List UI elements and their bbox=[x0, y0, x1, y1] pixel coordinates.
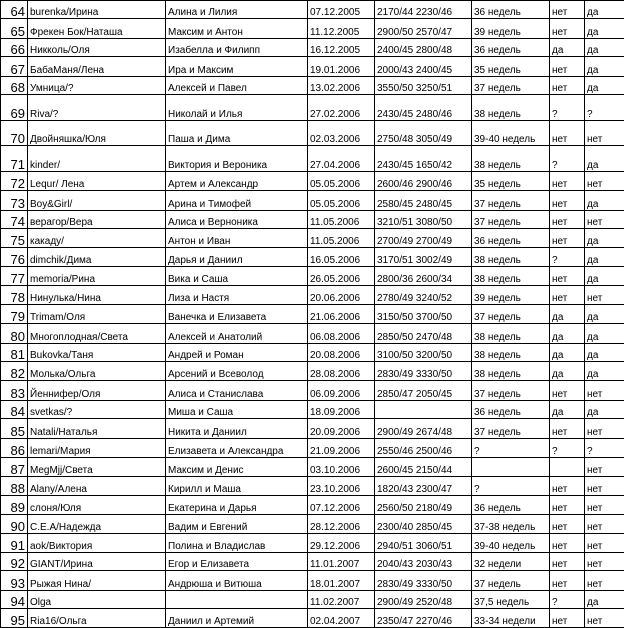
children-names-cell[interactable]: Полина и Владислав bbox=[166, 533, 308, 552]
table-row bbox=[1, 304, 624, 323]
table-row bbox=[1, 343, 624, 361]
weight-height-cell[interactable]: 2300/40 2850/45 bbox=[375, 515, 472, 533]
gestation-cell[interactable]: 38 недель bbox=[472, 324, 550, 343]
children-names-cell[interactable]: Лиза и Настя bbox=[166, 286, 308, 304]
weight-height-cell[interactable]: 2430/45 1650/42 bbox=[375, 146, 472, 172]
table-row bbox=[1, 515, 624, 533]
children-names-cell[interactable]: Миша и Саша bbox=[166, 400, 308, 418]
nickname-cell[interactable]: Никколь/Оля bbox=[28, 38, 166, 56]
gestation-cell[interactable]: 35 недель bbox=[472, 57, 550, 76]
flag-cell-a[interactable]: нет bbox=[550, 76, 585, 94]
flag-cell-a[interactable]: нет bbox=[550, 210, 585, 228]
flag-cell-a[interactable]: нет bbox=[550, 229, 585, 248]
table-row bbox=[1, 191, 624, 210]
table-row bbox=[1, 553, 624, 571]
row-number[interactable]: 93 bbox=[1, 571, 28, 590]
gestation-cell[interactable]: 39-40 недель bbox=[472, 120, 550, 146]
nickname-cell[interactable]: memoria/Рина bbox=[28, 266, 166, 285]
flag-cell-a[interactable]: нет bbox=[550, 191, 585, 210]
nickname-cell[interactable]: burenka/Ирина bbox=[28, 1, 166, 19]
row-number[interactable]: 71 bbox=[1, 146, 28, 172]
weight-height-cell[interactable]: 2600/46 2900/46 bbox=[375, 171, 472, 190]
row-number[interactable]: 92 bbox=[1, 553, 28, 571]
row-number[interactable]: 78 bbox=[1, 286, 28, 304]
weight-height-cell[interactable]: 2550/46 2500/46 bbox=[375, 438, 472, 457]
flag-cell-b[interactable]: да bbox=[585, 248, 624, 266]
weight-height-cell[interactable]: 3100/50 3200/50 bbox=[375, 343, 472, 361]
flag-cell-a[interactable]: да bbox=[550, 400, 585, 418]
nickname-cell[interactable]: Многоплодная/Света bbox=[28, 324, 166, 343]
flag-cell-a[interactable] bbox=[550, 458, 585, 477]
row-number[interactable]: 66 bbox=[1, 38, 28, 56]
table-row bbox=[1, 248, 624, 266]
birth-date-cell[interactable]: 18.09.2006 bbox=[308, 400, 375, 418]
gestation-cell[interactable]: 39-40 недель bbox=[472, 533, 550, 552]
nickname-cell[interactable]: aok/Виктория bbox=[28, 533, 166, 552]
birth-date-cell[interactable]: 20.06.2006 bbox=[308, 286, 375, 304]
flag-cell-b[interactable]: ? bbox=[585, 438, 624, 457]
gestation-cell[interactable]: 33-34 недели bbox=[472, 609, 550, 628]
nickname-cell[interactable]: Ria16/Ольга bbox=[28, 609, 166, 628]
row-number[interactable]: 81 bbox=[1, 343, 28, 361]
flag-cell-b[interactable]: нет bbox=[585, 571, 624, 590]
children-names-cell[interactable]: Алексей и Павел bbox=[166, 76, 308, 94]
gestation-cell[interactable]: ? bbox=[472, 438, 550, 457]
weight-height-cell[interactable]: 2750/48 3050/49 bbox=[375, 120, 472, 146]
birth-date-cell[interactable]: 11.02.2007 bbox=[308, 590, 375, 608]
children-names-cell[interactable]: Ванечка и Елизавета bbox=[166, 304, 308, 323]
nickname-cell[interactable]: какаду/ bbox=[28, 229, 166, 248]
nickname-cell[interactable]: Boy&Girl/ bbox=[28, 191, 166, 210]
nickname-cell[interactable]: С.Е.А/Надежда bbox=[28, 515, 166, 533]
table-row bbox=[1, 400, 624, 418]
flag-cell-b[interactable]: да bbox=[585, 76, 624, 94]
gestation-cell[interactable]: 38 недель bbox=[472, 95, 550, 121]
birth-date-cell[interactable]: 20.09.2006 bbox=[308, 419, 375, 438]
flag-cell-b[interactable]: ? bbox=[585, 95, 624, 121]
table-row bbox=[1, 171, 624, 190]
children-names-cell[interactable] bbox=[166, 590, 308, 608]
flag-cell-b[interactable]: да bbox=[585, 38, 624, 56]
birth-date-cell[interactable]: 07.12.2005 bbox=[308, 1, 375, 19]
table-row bbox=[1, 286, 624, 304]
birth-date-cell[interactable]: 13.02.2006 bbox=[308, 76, 375, 94]
gestation-cell[interactable]: 38 недель bbox=[472, 146, 550, 172]
weight-height-cell[interactable]: 3210/51 3080/50 bbox=[375, 210, 472, 228]
flag-cell-b[interactable]: нет bbox=[585, 533, 624, 552]
gestation-cell[interactable]: 39 недель bbox=[472, 19, 550, 38]
children-names-cell[interactable]: Изабелла и Филипп bbox=[166, 38, 308, 56]
gestation-cell[interactable]: 37 недель bbox=[472, 304, 550, 323]
nickname-cell[interactable]: Рыжая Нина/ bbox=[28, 571, 166, 590]
children-names-cell[interactable]: Николай и Илья bbox=[166, 95, 308, 121]
nickname-cell[interactable]: верагор/Вера bbox=[28, 210, 166, 228]
weight-height-cell[interactable]: 3150/50 3700/50 bbox=[375, 304, 472, 323]
row-number[interactable]: 80 bbox=[1, 324, 28, 343]
table-row bbox=[1, 120, 624, 146]
nickname-cell[interactable]: Lequr/ Лена bbox=[28, 171, 166, 190]
birth-date-cell[interactable]: 21.06.2006 bbox=[308, 304, 375, 323]
flag-cell-a[interactable]: нет bbox=[550, 1, 585, 19]
table-row bbox=[1, 438, 624, 457]
flag-cell-b[interactable]: да bbox=[585, 229, 624, 248]
table-row bbox=[1, 495, 624, 514]
flag-cell-a[interactable]: нет bbox=[550, 515, 585, 533]
birth-date-cell[interactable]: 27.02.2006 bbox=[308, 95, 375, 121]
flag-cell-b[interactable]: да bbox=[585, 343, 624, 361]
flag-cell-a[interactable]: нет bbox=[550, 609, 585, 628]
row-number[interactable]: 75 bbox=[1, 229, 28, 248]
flag-cell-b[interactable]: нет bbox=[585, 171, 624, 190]
weight-height-cell[interactable]: 2900/49 2520/48 bbox=[375, 590, 472, 608]
table-row bbox=[1, 533, 624, 552]
gestation-cell[interactable]: 32 недели bbox=[472, 553, 550, 571]
birth-date-cell[interactable]: 28.12.2006 bbox=[308, 515, 375, 533]
flag-cell-a[interactable]: нет bbox=[550, 419, 585, 438]
birth-date-cell[interactable]: 21.09.2006 bbox=[308, 438, 375, 457]
flag-cell-a[interactable]: ? bbox=[550, 590, 585, 608]
table-row bbox=[1, 146, 624, 172]
table-row bbox=[1, 361, 624, 380]
flag-cell-a[interactable]: нет bbox=[550, 120, 585, 146]
row-number[interactable]: 64 bbox=[1, 1, 28, 19]
gestation-cell[interactable]: 37-38 недель bbox=[472, 515, 550, 533]
flag-cell-a[interactable]: ? bbox=[550, 248, 585, 266]
weight-height-cell[interactable]: 2940/51 3060/51 bbox=[375, 533, 472, 552]
children-names-cell[interactable]: Кирилл и Маша bbox=[166, 477, 308, 495]
flag-cell-b[interactable]: да bbox=[585, 146, 624, 172]
nickname-cell[interactable]: svetkas/? bbox=[28, 400, 166, 418]
children-names-cell[interactable]: Арсений и Всеволод bbox=[166, 361, 308, 380]
birth-date-cell[interactable]: 06.08.2006 bbox=[308, 324, 375, 343]
children-names-cell[interactable]: Алина и Лилия bbox=[166, 1, 308, 19]
gestation-cell[interactable]: 36 недель bbox=[472, 400, 550, 418]
flag-cell-a[interactable]: нет bbox=[550, 533, 585, 552]
flag-cell-a[interactable]: да bbox=[550, 324, 585, 343]
weight-height-cell[interactable]: 2800/36 2600/34 bbox=[375, 266, 472, 285]
flag-cell-b[interactable]: нет bbox=[585, 286, 624, 304]
nickname-cell[interactable]: Двойняшка/Юля bbox=[28, 120, 166, 146]
weight-height-cell[interactable]: 2700/49 2700/49 bbox=[375, 229, 472, 248]
birth-date-cell[interactable]: 26.05.2006 bbox=[308, 266, 375, 285]
weight-height-cell[interactable]: 2350/47 2270/46 bbox=[375, 609, 472, 628]
row-number[interactable]: 94 bbox=[1, 590, 28, 608]
gestation-cell[interactable]: 36 недель bbox=[472, 38, 550, 56]
gestation-cell[interactable]: 36 недель bbox=[472, 229, 550, 248]
weight-height-cell[interactable]: 2040/43 2030/43 bbox=[375, 553, 472, 571]
flag-cell-b[interactable]: нет bbox=[585, 477, 624, 495]
weight-height-cell[interactable]: 1820/43 2300/47 bbox=[375, 477, 472, 495]
row-number[interactable]: 70 bbox=[1, 120, 28, 146]
gestation-cell[interactable]: 38 недель bbox=[472, 248, 550, 266]
flag-cell-a[interactable]: нет bbox=[550, 19, 585, 38]
children-names-cell[interactable]: Максим и Денис bbox=[166, 458, 308, 477]
children-names-cell[interactable]: Паша и Дима bbox=[166, 120, 308, 146]
row-number[interactable]: 77 bbox=[1, 266, 28, 285]
flag-cell-b[interactable]: да bbox=[585, 304, 624, 323]
children-names-cell[interactable]: Даниил и Артемий bbox=[166, 609, 308, 628]
flag-cell-b[interactable]: да bbox=[585, 361, 624, 380]
flag-cell-b[interactable]: да bbox=[585, 590, 624, 608]
birth-date-cell[interactable]: 27.04.2006 bbox=[308, 146, 375, 172]
flag-cell-a[interactable]: ? bbox=[550, 146, 585, 172]
flag-cell-a[interactable]: нет bbox=[550, 381, 585, 400]
gestation-cell[interactable]: 37 недель bbox=[472, 76, 550, 94]
nickname-cell[interactable]: MegMjj/Света bbox=[28, 458, 166, 477]
row-number[interactable]: 86 bbox=[1, 438, 28, 457]
weight-height-cell[interactable]: 2830/49 3330/50 bbox=[375, 361, 472, 380]
nickname-cell[interactable]: Riva/? bbox=[28, 95, 166, 121]
table-row bbox=[1, 210, 624, 228]
birth-date-cell[interactable]: 16.12.2005 bbox=[308, 38, 375, 56]
table-row bbox=[1, 381, 624, 400]
row-number[interactable]: 88 bbox=[1, 477, 28, 495]
nickname-cell[interactable]: kinder/ bbox=[28, 146, 166, 172]
birth-date-cell[interactable]: 20.08.2006 bbox=[308, 343, 375, 361]
weight-height-cell[interactable]: 2780/49 3240/52 bbox=[375, 286, 472, 304]
row-number[interactable]: 95 bbox=[1, 609, 28, 628]
birth-date-cell[interactable]: 02.04.2007 bbox=[308, 609, 375, 628]
flag-cell-a[interactable]: да bbox=[550, 304, 585, 323]
table-row bbox=[1, 609, 624, 628]
birth-date-cell[interactable]: 18.01.2007 bbox=[308, 571, 375, 590]
children-names-cell[interactable]: Алиса и Верноника bbox=[166, 210, 308, 228]
weight-height-cell[interactable]: 2830/49 3330/50 bbox=[375, 571, 472, 590]
birth-date-cell[interactable]: 06.09.2006 bbox=[308, 381, 375, 400]
table-row bbox=[1, 57, 624, 76]
table-row bbox=[1, 419, 624, 438]
weight-height-cell[interactable]: 2400/45 2800/48 bbox=[375, 38, 472, 56]
row-number[interactable]: 72 bbox=[1, 171, 28, 190]
row-number[interactable]: 91 bbox=[1, 533, 28, 552]
row-number[interactable]: 68 bbox=[1, 76, 28, 94]
children-names-cell[interactable]: Елизавета и Александра bbox=[166, 438, 308, 457]
gestation-cell[interactable]: 37 недель bbox=[472, 419, 550, 438]
weight-height-cell[interactable]: 2580/45 2480/45 bbox=[375, 191, 472, 210]
birth-date-cell[interactable]: 11.12.2005 bbox=[308, 19, 375, 38]
gestation-cell[interactable] bbox=[472, 458, 550, 477]
birth-date-cell[interactable]: 23.10.2006 bbox=[308, 477, 375, 495]
row-number[interactable]: 85 bbox=[1, 419, 28, 438]
row-number[interactable]: 69 bbox=[1, 95, 28, 121]
children-names-cell[interactable]: Екатерина и Дарья bbox=[166, 495, 308, 514]
children-names-cell[interactable]: Андрюша и Витюша bbox=[166, 571, 308, 590]
birth-date-cell[interactable]: 05.05.2006 bbox=[308, 191, 375, 210]
table-row bbox=[1, 1, 624, 19]
children-names-cell[interactable]: Егор и Елизавета bbox=[166, 553, 308, 571]
children-names-cell[interactable]: Арина и Тимофей bbox=[166, 191, 308, 210]
flag-cell-a[interactable]: нет bbox=[550, 171, 585, 190]
flag-cell-b[interactable]: да bbox=[585, 57, 624, 76]
weight-height-cell[interactable] bbox=[375, 400, 472, 418]
children-names-cell[interactable]: Вадим и Евгений bbox=[166, 515, 308, 533]
flag-cell-b[interactable]: нет bbox=[585, 210, 624, 228]
children-names-cell[interactable]: Артем и Александр bbox=[166, 171, 308, 190]
birth-date-cell[interactable]: 03.10.2006 bbox=[308, 458, 375, 477]
flag-cell-b[interactable]: нет bbox=[585, 120, 624, 146]
nickname-cell[interactable]: БабаМаня/Лена bbox=[28, 57, 166, 76]
nickname-cell[interactable]: слоня/Юля bbox=[28, 495, 166, 514]
children-names-cell[interactable]: Андрей и Роман bbox=[166, 343, 308, 361]
nickname-cell[interactable]: Trimam/Оля bbox=[28, 304, 166, 323]
children-names-cell[interactable]: Алексей и Анатолий bbox=[166, 324, 308, 343]
weight-height-cell[interactable]: 2170/44 2230/46 bbox=[375, 1, 472, 19]
flag-cell-a[interactable]: ? bbox=[550, 95, 585, 121]
flag-cell-b[interactable]: нет bbox=[585, 419, 624, 438]
flag-cell-b[interactable]: да bbox=[585, 191, 624, 210]
gestation-cell[interactable]: 37 недель bbox=[472, 381, 550, 400]
table-row bbox=[1, 19, 624, 38]
gestation-cell[interactable]: 36 недель bbox=[472, 1, 550, 19]
flag-cell-a[interactable]: нет bbox=[550, 495, 585, 514]
nickname-cell[interactable]: Olga bbox=[28, 590, 166, 608]
children-names-cell[interactable]: Антон и Иван bbox=[166, 229, 308, 248]
nickname-cell[interactable]: Natali/Наталья bbox=[28, 419, 166, 438]
children-names-cell[interactable]: Вика и Саша bbox=[166, 266, 308, 285]
birth-date-cell[interactable]: 11.01.2007 bbox=[308, 553, 375, 571]
flag-cell-a[interactable]: нет bbox=[550, 57, 585, 76]
flag-cell-a[interactable]: нет bbox=[550, 286, 585, 304]
flag-cell-a[interactable]: да bbox=[550, 38, 585, 56]
birth-date-cell[interactable]: 07.12.2006 bbox=[308, 495, 375, 514]
birth-date-cell[interactable]: 02.03.2006 bbox=[308, 120, 375, 146]
nickname-cell[interactable]: GIANT/Ирина bbox=[28, 553, 166, 571]
table-body bbox=[1, 1, 624, 628]
flag-cell-a[interactable]: нет bbox=[550, 266, 585, 285]
row-number[interactable]: 74 bbox=[1, 210, 28, 228]
row-number[interactable]: 65 bbox=[1, 19, 28, 38]
row-number[interactable]: 82 bbox=[1, 361, 28, 380]
nickname-cell[interactable]: dimchik/Дима bbox=[28, 248, 166, 266]
flag-cell-a[interactable]: да bbox=[550, 343, 585, 361]
row-number[interactable]: 87 bbox=[1, 458, 28, 477]
children-names-cell[interactable]: Ира и Максим bbox=[166, 57, 308, 76]
flag-cell-a[interactable]: нет bbox=[550, 553, 585, 571]
nickname-cell[interactable]: Йеннифер/Оля bbox=[28, 381, 166, 400]
flag-cell-a[interactable]: нет bbox=[550, 477, 585, 495]
nickname-cell[interactable]: Нинулька/Нина bbox=[28, 286, 166, 304]
gestation-cell[interactable]: 38 недель bbox=[472, 343, 550, 361]
table-row bbox=[1, 76, 624, 94]
table-row bbox=[1, 571, 624, 590]
row-number[interactable]: 76 bbox=[1, 248, 28, 266]
flag-cell-a[interactable]: ? bbox=[550, 438, 585, 457]
flag-cell-b[interactable]: нет bbox=[585, 553, 624, 571]
weight-height-cell[interactable]: 2850/50 2470/48 bbox=[375, 324, 472, 343]
weight-height-cell[interactable]: 2560/50 2180/49 bbox=[375, 495, 472, 514]
gestation-cell[interactable]: 37 недель bbox=[472, 571, 550, 590]
table-row bbox=[1, 266, 624, 285]
flag-cell-b[interactable]: нет bbox=[585, 458, 624, 477]
row-number[interactable]: 79 bbox=[1, 304, 28, 323]
gestation-cell[interactable]: 37,5 недель bbox=[472, 590, 550, 608]
nickname-cell[interactable]: Alany/Алена bbox=[28, 477, 166, 495]
birth-date-cell[interactable]: 19.01.2006 bbox=[308, 57, 375, 76]
birth-date-cell[interactable]: 05.05.2006 bbox=[308, 171, 375, 190]
table-row bbox=[1, 590, 624, 608]
row-number[interactable]: 73 bbox=[1, 191, 28, 210]
children-names-cell[interactable]: Максим и Антон bbox=[166, 19, 308, 38]
table-row bbox=[1, 458, 624, 477]
gestation-cell[interactable]: 37 недель bbox=[472, 191, 550, 210]
nickname-cell[interactable]: lemari/Мария bbox=[28, 438, 166, 457]
weight-height-cell[interactable]: 3550/50 3250/51 bbox=[375, 76, 472, 94]
flag-cell-a[interactable]: нет bbox=[550, 571, 585, 590]
flag-cell-a[interactable]: да bbox=[550, 361, 585, 380]
birth-date-cell[interactable]: 16.05.2006 bbox=[308, 248, 375, 266]
row-number[interactable]: 84 bbox=[1, 400, 28, 418]
birth-date-cell[interactable]: 11.05.2006 bbox=[308, 229, 375, 248]
row-number[interactable]: 90 bbox=[1, 515, 28, 533]
children-names-cell[interactable]: Виктория и Вероника bbox=[166, 146, 308, 172]
row-number[interactable]: 83 bbox=[1, 381, 28, 400]
children-names-cell[interactable]: Никита и Даниил bbox=[166, 419, 308, 438]
table-row bbox=[1, 38, 624, 56]
children-names-cell[interactable]: Дарья и Даниил bbox=[166, 248, 308, 266]
row-number[interactable]: 67 bbox=[1, 57, 28, 76]
table-row bbox=[1, 95, 624, 121]
nickname-cell[interactable]: Умница/? bbox=[28, 76, 166, 94]
flag-cell-b[interactable]: да bbox=[585, 400, 624, 418]
flag-cell-b[interactable]: нет bbox=[585, 495, 624, 514]
flag-cell-b[interactable]: да bbox=[585, 266, 624, 285]
flag-cell-b[interactable]: да bbox=[585, 19, 624, 38]
birth-date-cell[interactable]: 11.05.2006 bbox=[308, 210, 375, 228]
flag-cell-b[interactable]: нет bbox=[585, 609, 624, 628]
nickname-cell[interactable]: Молька/Ольга bbox=[28, 361, 166, 380]
gestation-cell[interactable]: ? bbox=[472, 477, 550, 495]
weight-height-cell[interactable]: 3170/51 3002/49 bbox=[375, 248, 472, 266]
flag-cell-b[interactable]: да bbox=[585, 1, 624, 19]
row-number[interactable]: 89 bbox=[1, 495, 28, 514]
weight-height-cell[interactable]: 2600/45 2150/44 bbox=[375, 458, 472, 477]
flag-cell-b[interactable]: нет bbox=[585, 381, 624, 400]
children-names-cell[interactable]: Алиса и Станислава bbox=[166, 381, 308, 400]
birth-date-cell[interactable]: 29.12.2006 bbox=[308, 533, 375, 552]
gestation-cell[interactable]: 38 недель bbox=[472, 361, 550, 380]
flag-cell-b[interactable]: да bbox=[585, 324, 624, 343]
flag-cell-b[interactable]: нет bbox=[585, 515, 624, 533]
gestation-cell[interactable]: 38 недель bbox=[472, 266, 550, 285]
table-row bbox=[1, 477, 624, 495]
gestation-cell[interactable]: 39 недель bbox=[472, 286, 550, 304]
table-row bbox=[1, 324, 624, 343]
weight-height-cell[interactable]: 2900/49 2674/48 bbox=[375, 419, 472, 438]
table-row bbox=[1, 229, 624, 248]
birth-date-cell[interactable]: 28.08.2006 bbox=[308, 361, 375, 380]
weight-height-cell[interactable]: 2900/50 2570/47 bbox=[375, 19, 472, 38]
weight-height-cell[interactable]: 2430/45 2480/46 bbox=[375, 95, 472, 121]
gestation-cell[interactable]: 35 недель bbox=[472, 171, 550, 190]
gestation-cell[interactable]: 37 недель bbox=[472, 210, 550, 228]
nickname-cell[interactable]: Bukovka/Таня bbox=[28, 343, 166, 361]
weight-height-cell[interactable]: 2000/43 2400/45 bbox=[375, 57, 472, 76]
gestation-cell[interactable]: 36 недель bbox=[472, 495, 550, 514]
nickname-cell[interactable]: Фрекен Бок/Наташа bbox=[28, 19, 166, 38]
weight-height-cell[interactable]: 2850/47 2050/45 bbox=[375, 381, 472, 400]
